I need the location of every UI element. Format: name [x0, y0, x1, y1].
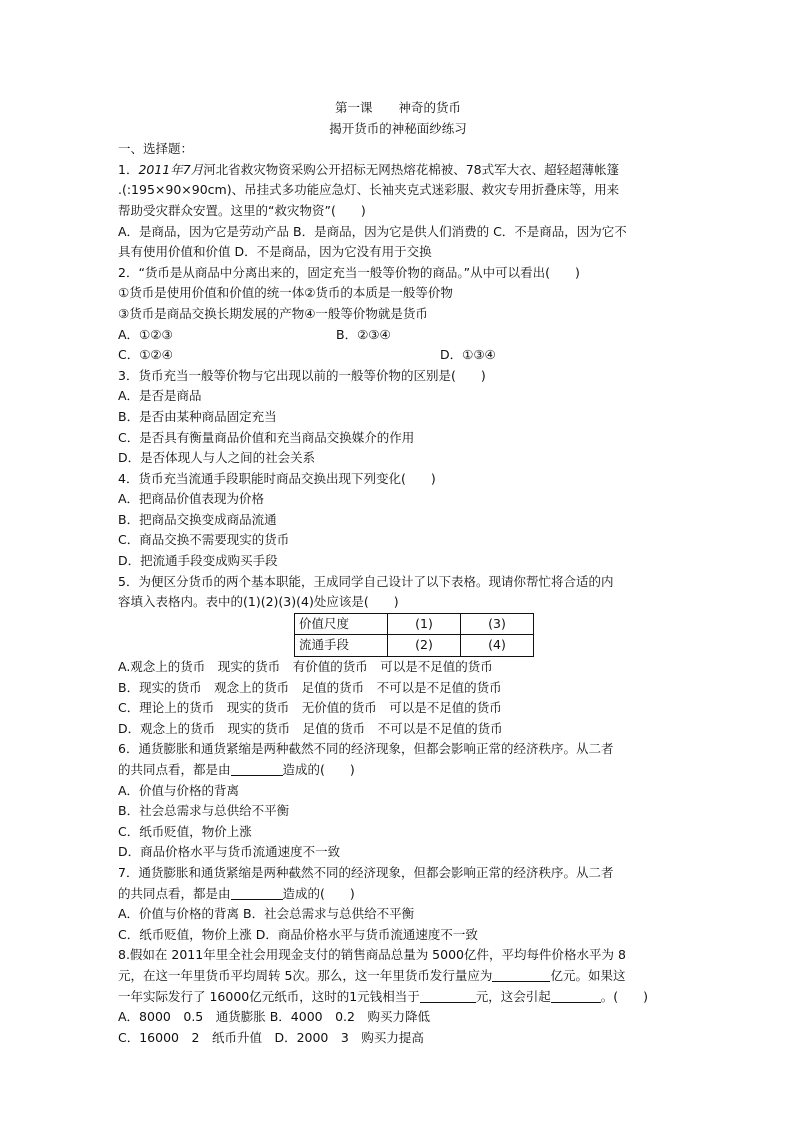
q6-option-c: C．纸币贬值，物价上涨	[118, 823, 252, 839]
q8-line-3: 一年实际发行了 16000亿元纸币，这时的1元钱相当于 元，这会引起 。( )	[118, 988, 648, 1004]
q8-line-1: 8.假如在 2011年里全社会用现金支付的销售商品总量为 5000亿件，平均每件价格水平为 8	[118, 947, 626, 963]
q1-line-3: 帮助受灾群众安置。这里的“救灾物资”( )	[118, 202, 366, 218]
q4-option-d: D．把流通手段变成购买手段	[118, 553, 278, 569]
q5-option-d: D．观念上的货币 现实的货币 足值的货币 不可以是不足值的货币	[118, 720, 503, 736]
q1-line-2: .(:195×90×90cm)、吊挂式多功能应急灯、长袖夹克式迷彩服、救灾专用折叠床等，用来	[118, 182, 620, 198]
q5-line-1: 5．为便区分货币的两个基本职能，王成同学自己设计了以下表格。现请你帮忙将合适的内	[118, 573, 614, 589]
q1-line-4: A．是商品，因为它是劳动产品 B．是商品，因为它是供人们消费的 C．不是商品，因为它不	[118, 223, 627, 239]
q6-option-d: D．商品价格水平与货币流通速度不一致	[118, 844, 341, 860]
q6-line-2: 的共同点看，都是由 造成的( )	[118, 762, 355, 777]
answer-blank	[231, 885, 283, 900]
table-row	[295, 635, 534, 657]
q6-line-1: 6．通货膨胀和通货紧缩是两种截然不同的经济现象，但都会影响正常的经济秩序。从二者	[118, 741, 614, 757]
answer-blank	[492, 967, 550, 982]
exercise-content	[118, 98, 678, 1048]
q2-statement-2: ③货币是商品交换长期发展的产物④一般等价物就是货币	[118, 305, 428, 321]
q8-line-2: 元，在这一年里货币平均周转 5次。那么，这一年里货币发行量应为 亿元。如果这	[118, 967, 626, 983]
q3-option-a: A．是否是商品	[118, 388, 202, 404]
q5-option-a: A.观念上的货币 现实的货币 有价值的货币 可以是不足值的货币	[118, 659, 493, 675]
q2-stem: 2．“货币是从商品中分离出来的，固定充当一般等价物的商品。”从中可以看出( )	[118, 264, 580, 280]
answer-blank	[551, 988, 601, 1003]
lesson-topic: 神奇的货币	[398, 100, 462, 115]
q6-option-a: A．价值与价格的背离	[118, 782, 240, 798]
q8-options-cd: C．16000 2 纸币升值 D．2000 3 购买力提高	[118, 1029, 424, 1045]
table-cell-label: 价值尺度	[295, 613, 388, 635]
table-cell: (3)	[461, 613, 534, 635]
q3-option-b: B．是否由某种商品固定充当	[118, 408, 277, 424]
q5-line-2: 容填入表格内。表中的(1)(2)(3)(4)处应该是( )	[118, 594, 399, 610]
q3-option-c: C．是否具有衡量商品价值和充当商品交换媒介的作用	[118, 429, 415, 445]
q1-line-5: 具有使用价值和价值 D．不是商品，因为它没有用于交换	[118, 244, 432, 260]
q7-options-ab: A．价值与价格的背离 B．社会总需求与总供给不平衡	[118, 906, 415, 922]
table-cell: (2)	[388, 635, 461, 657]
table-row	[295, 613, 534, 635]
q3-stem: 3．货币充当一般等价物与它出现以前的一般等价物的区别是( )	[118, 367, 486, 383]
q7-line-1: 7．通货膨胀和通货紧缩是两种截然不同的经济现象，但都会影响正常的经济秩序。从二者	[118, 864, 614, 880]
q5-option-c: C．理论上的货币 现实的货币 无价值的货币 可以是不足值的货币	[118, 700, 502, 716]
q4-option-b: B．把商品交换变成商品流通	[118, 511, 277, 527]
q5-function-table	[294, 613, 534, 657]
answer-blank	[231, 761, 283, 776]
q2-options-cd	[118, 345, 678, 366]
q2-option-b: B．②③④	[336, 326, 391, 342]
q2-option-a: A．①②③	[118, 326, 173, 342]
lesson-subtitle: 揭开货币的神秘面纱练习	[329, 120, 467, 136]
table-cell: (1)	[388, 613, 461, 635]
table-cell-label: 流通手段	[295, 635, 388, 657]
lesson-number: 第一课	[334, 100, 373, 115]
q7-options-cd: C．纸币贬值，物价上涨 D．商品价格水平与货币流通速度不一致	[118, 926, 478, 942]
q7-line-2: 的共同点看，都是由 造成的( )	[118, 885, 355, 901]
q5-option-b: B．现实的货币 观念上的货币 足值的货币 不可以是不足值的货币	[118, 679, 502, 695]
q4-option-a: A．把商品价值表现为价格	[118, 491, 265, 507]
answer-blank	[420, 988, 476, 1003]
q3-option-d: D．是否体现人与人之间的社会关系	[118, 450, 316, 466]
q4-stem: 4．货币充当流通手段职能时商品交换出现下列变化( )	[118, 470, 436, 486]
q2-option-c: C．①②④	[118, 347, 173, 363]
q1-line-1: 1．2011年7月河北省救灾物资采购公开招标无网热熔花棉被、78式军大衣、超轻超薄帐篷	[118, 161, 620, 177]
section-heading: 一、选择题：	[118, 141, 194, 157]
q6-option-b: B．社会总需求与总供给不平衡	[118, 803, 290, 819]
q4-option-c: C．商品交换不需要现实的货币	[118, 532, 290, 548]
q2-options-ab	[118, 325, 678, 346]
q8-options-ab: A．8000 0.5 通货膨胀 B．4000 0.2 购买力降低	[118, 1009, 430, 1025]
table-cell: (4)	[461, 635, 534, 657]
q2-option-d: D．①③④	[440, 347, 496, 363]
q2-statement-1: ①货币是使用价值和价值的统一体②货币的本质是一般等价物	[118, 285, 453, 301]
lesson-title	[118, 98, 678, 119]
